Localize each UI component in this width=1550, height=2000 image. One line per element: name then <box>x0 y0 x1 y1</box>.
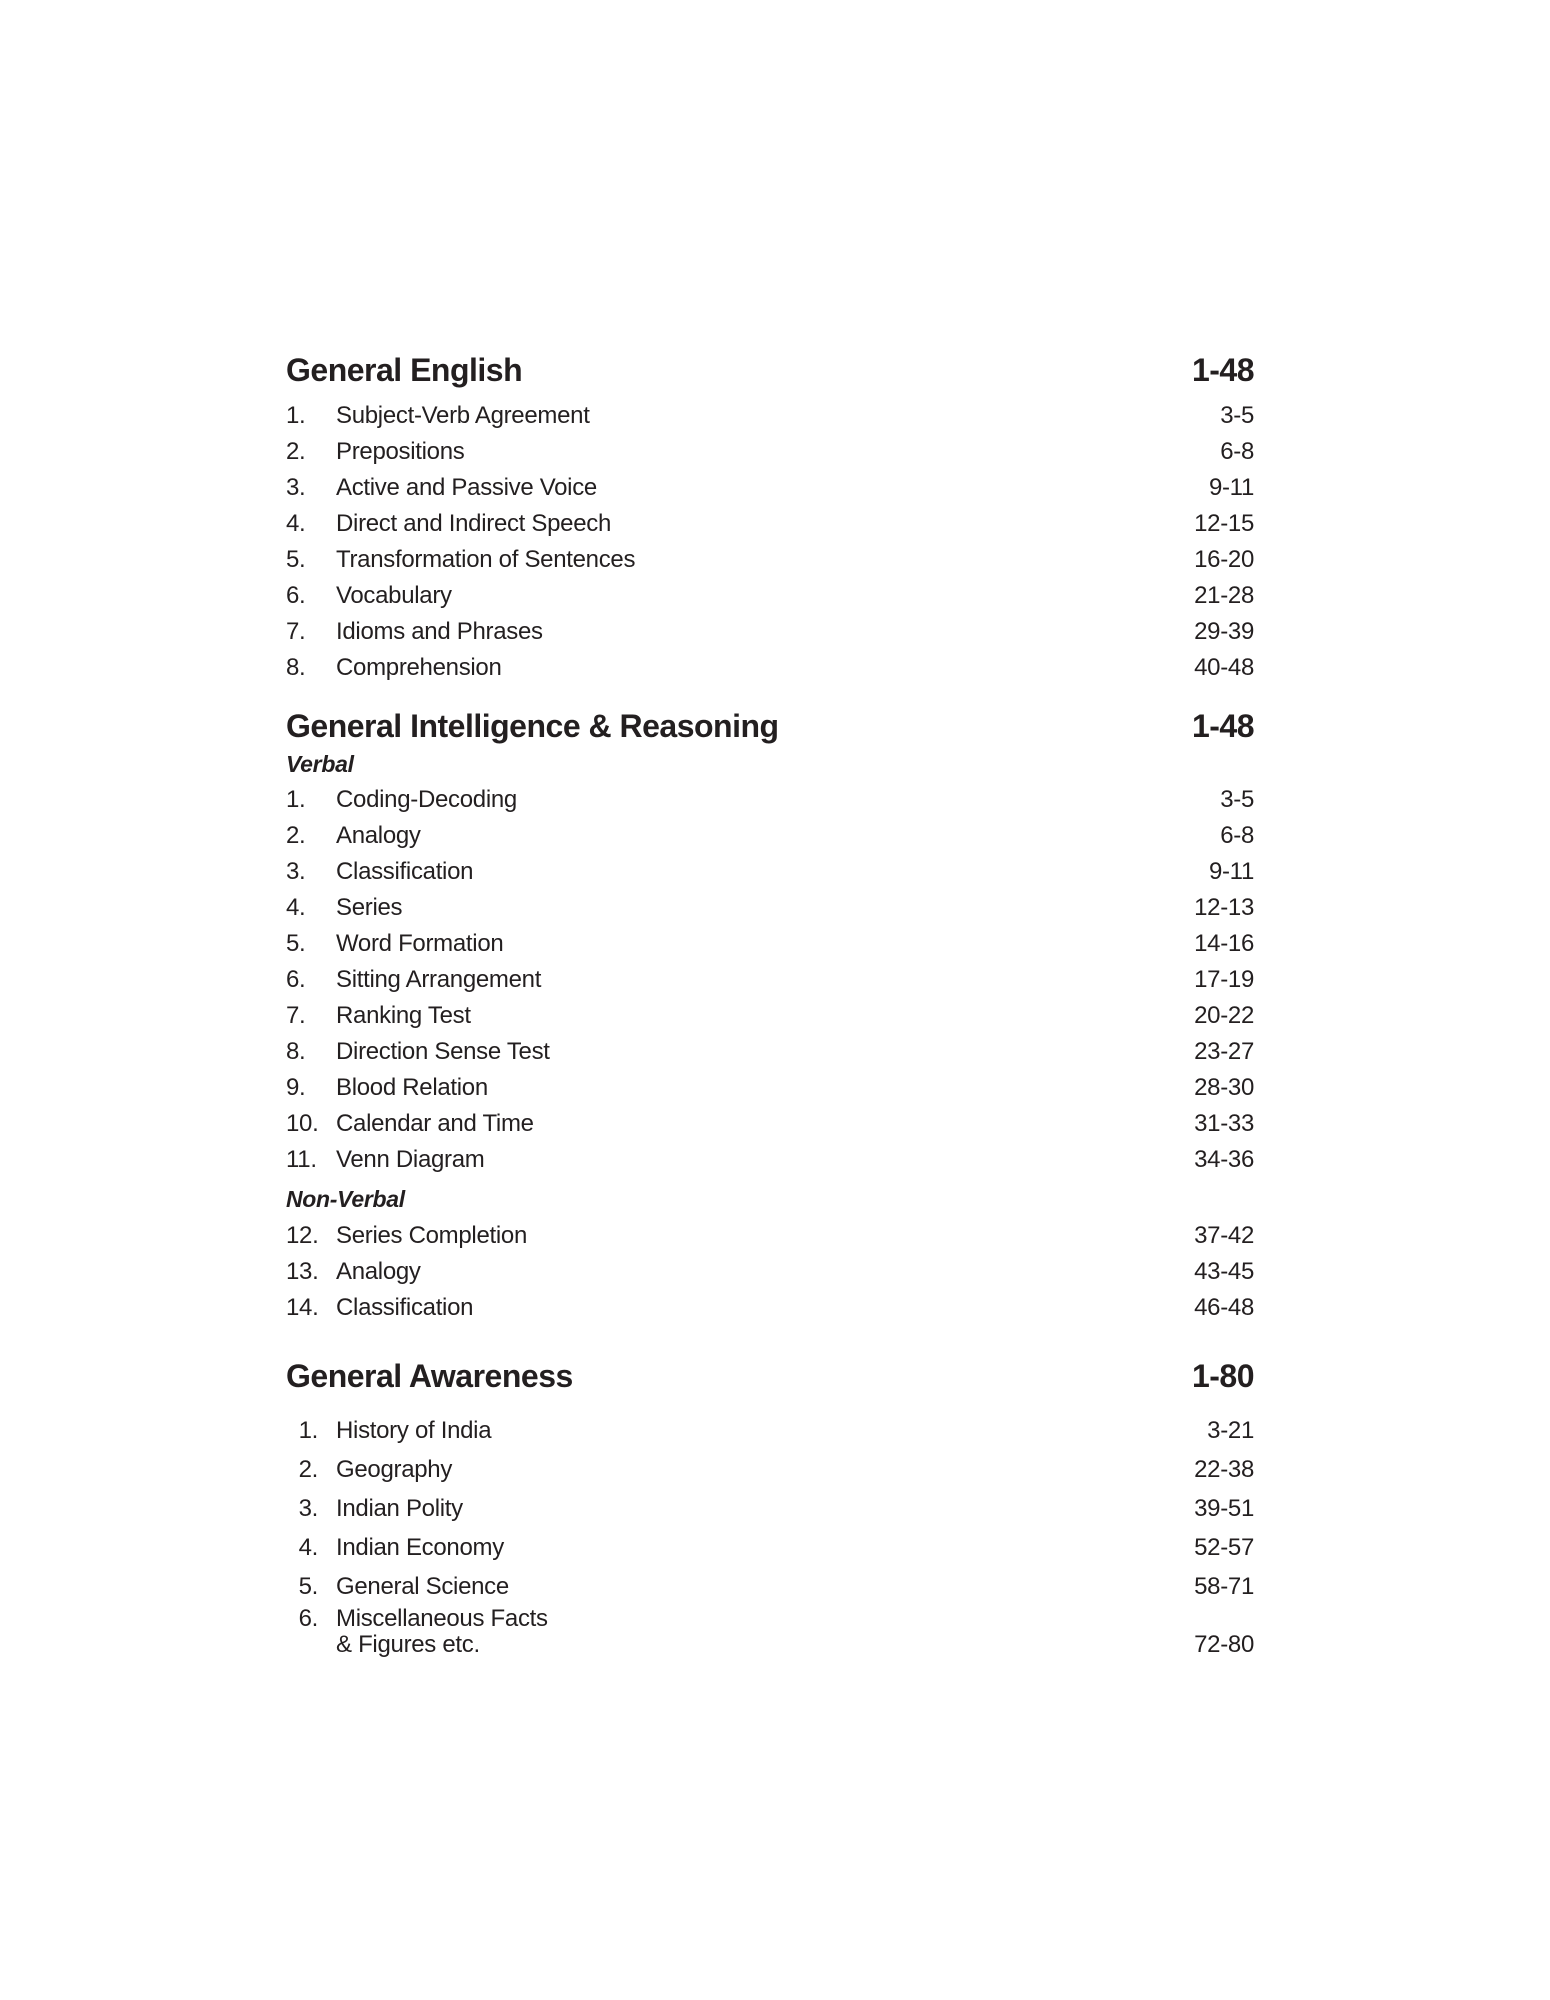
entry-page-range: 3-21 <box>1207 1417 1254 1444</box>
toc-entry[interactable] <box>286 394 1254 430</box>
entry-number-text: 7. <box>286 618 306 645</box>
entry-title: Indian Economy <box>336 1534 504 1561</box>
toc-list <box>286 1214 1254 1322</box>
entry-title: Blood Relation <box>336 1074 488 1101</box>
entry-number-text: 1. <box>286 786 306 813</box>
entry-number-text: 8. <box>286 654 306 681</box>
section-title[interactable]: General English <box>286 352 523 388</box>
entry-number-text: 2. <box>286 438 306 465</box>
entry-number <box>286 582 336 610</box>
entry-number-text: 3. <box>286 474 306 501</box>
toc-entry[interactable] <box>286 502 1254 538</box>
entry-page-range: 58-71 <box>1194 1573 1254 1600</box>
entry-number <box>286 402 336 430</box>
entry-title: Coding-Decoding <box>336 786 517 813</box>
entry-title-line: Miscellaneous Facts <box>336 1605 548 1632</box>
toc-entry[interactable] <box>286 466 1254 502</box>
toc-entry[interactable] <box>286 430 1254 466</box>
entry-page-range: 14-16 <box>1194 930 1254 957</box>
entry-number-text: 1. <box>286 402 306 429</box>
entry-page-range: 20-22 <box>1194 1002 1254 1029</box>
entry-number <box>286 1110 336 1138</box>
entry-title <box>336 1606 1194 1658</box>
entry-number <box>286 1222 336 1250</box>
section-page-range: 1-48 <box>1191 708 1254 744</box>
entry-page-range: 22-38 <box>1194 1456 1254 1483</box>
entry-page-range: 31-33 <box>1194 1110 1254 1137</box>
entry-page-range: 29-39 <box>1194 618 1254 645</box>
entry-number-text: 13. <box>286 1258 319 1285</box>
entry-title: Transformation of Sentences <box>336 546 636 573</box>
entry-number-text: 5. <box>298 1573 318 1600</box>
section-general-english <box>286 352 1254 682</box>
entry-number-text: 6. <box>286 966 306 993</box>
toc-entry[interactable] <box>286 610 1254 646</box>
entry-title: Subject-Verb Agreement <box>336 402 590 429</box>
entry-number <box>286 546 336 574</box>
entry-number <box>286 1074 336 1102</box>
table-of-contents <box>286 352 1254 1658</box>
entry-number-text: 6. <box>286 582 306 609</box>
entry-title: Ranking Test <box>336 1002 471 1029</box>
entry-title: Vocabulary <box>336 582 452 609</box>
toc-entry[interactable] <box>286 1606 1254 1658</box>
entry-number-text: 2. <box>286 822 306 849</box>
entry-page-range: 39-51 <box>1194 1495 1254 1522</box>
section-page-range: 1-48 <box>1191 352 1254 388</box>
entry-number <box>286 1146 336 1174</box>
entry-number <box>286 1456 336 1484</box>
entry-number-text: 2. <box>298 1456 318 1483</box>
entry-page-range: 12-15 <box>1194 510 1254 537</box>
section-general-awareness <box>286 1358 1254 1658</box>
entry-number <box>286 1606 336 1632</box>
entry-title: Analogy <box>336 1258 421 1285</box>
entry-number-text: 9. <box>286 1074 306 1101</box>
entry-title: Word Formation <box>336 930 504 957</box>
entry-title: Direction Sense Test <box>336 1038 550 1065</box>
entry-title: Classification <box>336 1294 474 1321</box>
entry-number-text: 3. <box>286 858 306 885</box>
entry-number <box>286 1495 336 1523</box>
entry-page-range: 34-36 <box>1194 1146 1254 1173</box>
toc-entry[interactable] <box>286 1030 1254 1066</box>
toc-entry[interactable] <box>286 1138 1254 1174</box>
entry-number-text: 3. <box>298 1495 318 1522</box>
entry-number-text: 5. <box>286 930 306 957</box>
entry-number-text: 5. <box>286 546 306 573</box>
toc-entry[interactable] <box>286 1066 1254 1102</box>
section-title[interactable]: General Intelligence & Reasoning <box>286 708 779 744</box>
entry-number <box>286 786 336 814</box>
entry-title: Series <box>336 894 403 921</box>
section-general-intelligence-reasoning <box>286 708 1254 1322</box>
toc-list <box>286 778 1254 1174</box>
section-page-range: 1-80 <box>1191 1358 1254 1394</box>
entry-number <box>286 438 336 466</box>
entry-number-text: 14. <box>286 1294 319 1321</box>
toc-entry[interactable] <box>286 1286 1254 1322</box>
entry-number-text: 8. <box>286 1038 306 1065</box>
entry-number <box>286 1002 336 1030</box>
toc-entry[interactable] <box>286 814 1254 850</box>
toc-entry[interactable] <box>286 850 1254 886</box>
toc-entry[interactable] <box>286 994 1254 1030</box>
entry-number <box>286 654 336 682</box>
entry-title: Series Completion <box>336 1222 527 1249</box>
subsection-heading: Verbal <box>286 751 354 777</box>
entry-title: Analogy <box>336 822 421 849</box>
subsection-non-verbal <box>286 1184 1254 1322</box>
entry-page-range: 12-13 <box>1194 894 1254 921</box>
entry-number <box>286 1038 336 1066</box>
entry-number-text: 7. <box>286 1002 306 1029</box>
section-header <box>286 708 1254 750</box>
entry-page-range: 28-30 <box>1194 1074 1254 1101</box>
entry-title: Sitting Arrangement <box>336 966 542 993</box>
entry-page-range: 72-80 <box>1194 1631 1254 1658</box>
entry-page-range: 3-5 <box>1220 402 1254 429</box>
section-header <box>286 1358 1254 1406</box>
entry-page-range: 9-11 <box>1208 858 1254 885</box>
toc-entry[interactable] <box>286 1214 1254 1250</box>
entry-title: Calendar and Time <box>336 1110 534 1137</box>
entry-page-range: 52-57 <box>1194 1534 1254 1561</box>
entry-title: Indian Polity <box>336 1495 463 1522</box>
entry-number-text: 4. <box>298 1534 318 1561</box>
toc-entry[interactable] <box>286 778 1254 814</box>
entry-number <box>286 1258 336 1286</box>
subsection-verbal <box>286 750 1254 1174</box>
entry-page-range: 6-8 <box>1220 438 1254 465</box>
entry-page-range: 43-45 <box>1194 1258 1254 1285</box>
entry-number <box>286 822 336 850</box>
toc-list <box>286 1406 1254 1658</box>
entry-title: Venn Diagram <box>336 1146 485 1173</box>
entry-title: Prepositions <box>336 438 465 465</box>
entry-page-range: 3-5 <box>1220 786 1254 813</box>
entry-number <box>286 858 336 886</box>
toc-entry[interactable] <box>286 922 1254 958</box>
subsection-heading: Non-Verbal <box>286 1186 405 1212</box>
entry-title: Classification <box>336 858 474 885</box>
entry-title-line: & Figures etc. <box>336 1631 480 1658</box>
toc-entry[interactable] <box>286 1102 1254 1138</box>
entry-number <box>286 1534 336 1562</box>
entry-title: History of India <box>336 1417 492 1444</box>
entry-number <box>286 510 336 538</box>
entry-number <box>286 1417 336 1445</box>
entry-number-text: 4. <box>286 894 306 921</box>
toc-list <box>286 394 1254 682</box>
toc-entry[interactable] <box>286 574 1254 610</box>
entry-title: Comprehension <box>336 654 502 681</box>
entry-number <box>286 930 336 958</box>
entry-number <box>286 618 336 646</box>
entry-number-text: 10. <box>286 1110 319 1137</box>
entry-number-text: 1. <box>298 1417 318 1444</box>
entry-page-range: 16-20 <box>1194 546 1254 573</box>
entry-number <box>286 474 336 502</box>
toc-entry[interactable] <box>286 1406 1254 1445</box>
entry-page-range: 9-11 <box>1208 474 1254 501</box>
toc-entry[interactable] <box>286 1484 1254 1523</box>
entry-page-range: 40-48 <box>1194 654 1254 681</box>
toc-entry[interactable] <box>286 1562 1254 1601</box>
entry-page-range: 17-19 <box>1194 966 1254 993</box>
entry-title: Active and Passive Voice <box>336 474 597 501</box>
entry-number <box>286 1294 336 1322</box>
section-header <box>286 352 1254 394</box>
toc-entry[interactable] <box>286 646 1254 682</box>
entry-number <box>286 966 336 994</box>
toc-entry[interactable] <box>286 958 1254 994</box>
entry-number <box>286 894 336 922</box>
entry-number-text: 11. <box>286 1146 317 1173</box>
toc-entry[interactable] <box>286 538 1254 574</box>
toc-entry[interactable] <box>286 1523 1254 1562</box>
entry-number <box>286 1573 336 1601</box>
entry-page-range: 46-48 <box>1194 1294 1254 1321</box>
toc-entry[interactable] <box>286 886 1254 922</box>
entry-number-text: 4. <box>286 510 306 537</box>
entry-page-range: 23-27 <box>1194 1038 1254 1065</box>
entry-number-text: 6. <box>298 1605 318 1632</box>
entry-page-range: 21-28 <box>1194 582 1254 609</box>
toc-entry[interactable] <box>286 1445 1254 1484</box>
entry-title: Idioms and Phrases <box>336 618 543 645</box>
section-title[interactable]: General Awareness <box>286 1358 573 1394</box>
entry-page-range: 37-42 <box>1194 1222 1254 1249</box>
entry-title: Geography <box>336 1456 453 1483</box>
entry-title: General Science <box>336 1573 509 1600</box>
entry-number-text: 12. <box>286 1222 319 1249</box>
entry-page-range: 6-8 <box>1220 822 1254 849</box>
toc-entry[interactable] <box>286 1250 1254 1286</box>
entry-title: Direct and Indirect Speech <box>336 510 612 537</box>
